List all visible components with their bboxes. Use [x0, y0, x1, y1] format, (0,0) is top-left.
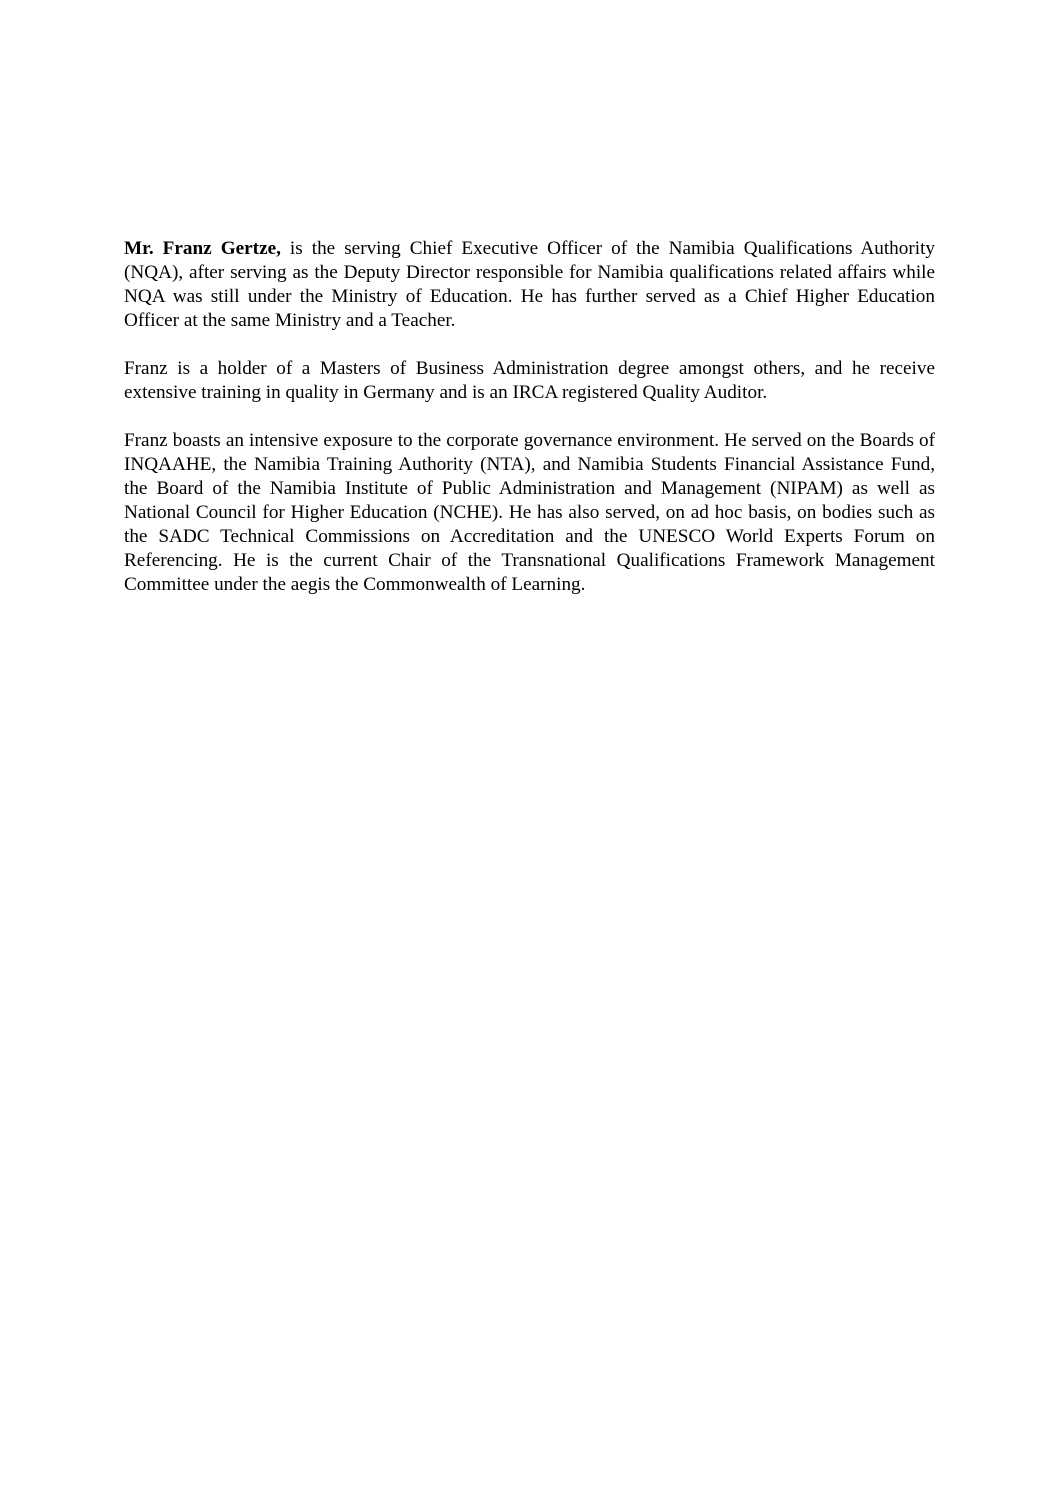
bio-content [124, 237, 935, 621]
bio-paragraph-1-text: is the serving Chief Executive Officer of the Namibia Qualifications Authority (NQA), after serving as the Deputy Director responsible for Namibia qualifications related affairs while NQA was still under the Ministry of Education. He has further served as a Chief Higher Education Officer at the same Ministry and a Teacher. [124, 238, 935, 331]
bio-paragraph-2: Franz is a holder of a Masters of Business Administration degree amongst others, and he receive extensive training in quality in Germany and is an IRCA registered Quality Auditor. [124, 358, 935, 403]
person-name: Mr. Franz Gertze, [124, 238, 281, 259]
bio-paragraph-1 [124, 237, 935, 333]
bio-paragraph-3: Franz boasts an intensive exposure to the corporate governance environment. He served on the Boards of INQAAHE, the Namibia Training Authority (NTA), and Namibia Students Financial Assistance Fund, the Board of the Namibia Institute of Public Administration and Management (NIPAM) as well as National Council for Higher Education (NCHE). He has also served, on ad hoc basis, on bodies such as the SADC Technical Commissions on Accreditation and the UNESCO World Experts Forum on Referencing. He is the current Chair of the Transnational Qualifications Framework Management Committee under the aegis the Commonwealth of Learning. [124, 430, 935, 595]
